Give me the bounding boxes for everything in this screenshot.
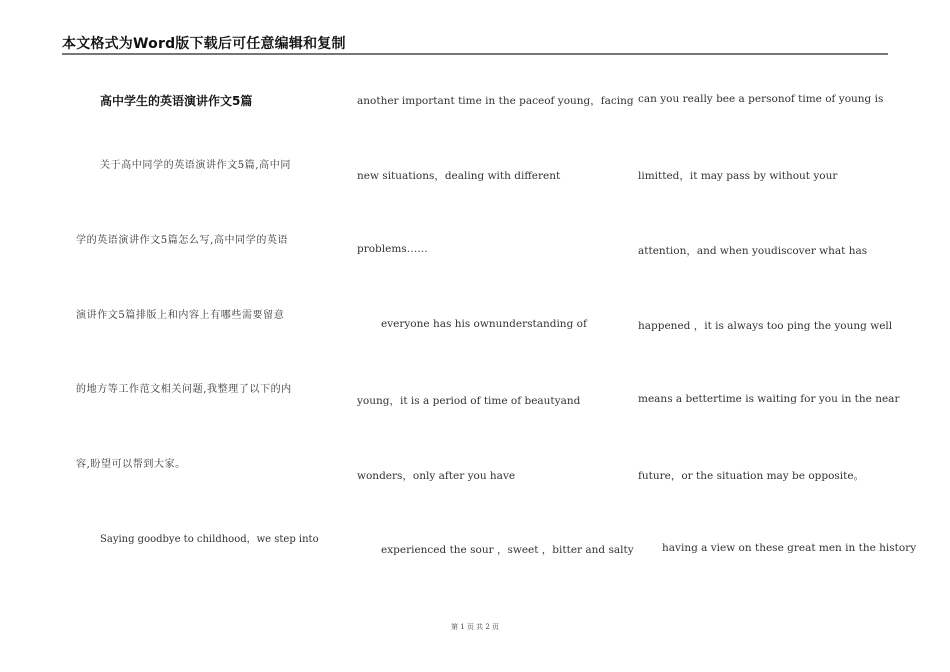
paragraph-line: 学的英语演讲作文5篇怎么写,高中同学的英语 (76, 235, 289, 246)
document-title: 高中学生的英语演讲作文5篇 (100, 94, 253, 108)
paragraph-line: experienced the sour ，sweet ，bitter and salty (381, 544, 634, 556)
paragraph-line: future，or the situation may be opposite。 (638, 470, 865, 482)
header-title: 本文格式为Word版下载后可任意编辑和复制 (62, 36, 346, 52)
paragraph-line: 容,盼望可以帮到大家。 (76, 459, 186, 470)
paragraph-line: everyone has his ownunderstanding of (381, 318, 587, 330)
paragraph-line: having a view on these great men in the history (662, 542, 917, 554)
paragraph-line: Saying goodbye to childhood，we step into (100, 534, 319, 545)
paragraph-line: means a bettertime is waiting for you in the near (638, 393, 900, 405)
paragraph-line: young，it is a period of time of beautyand (357, 395, 581, 407)
paragraph-line: another important time in the paceof young，facing (357, 95, 634, 107)
paragraph-line: limitted，it may pass by without your (638, 170, 838, 182)
page-number: 第 1 页 共 2 页 (450, 623, 500, 631)
paragraph-line: attention，and when youdiscover what has (638, 245, 868, 257)
page-footer (0, 622, 950, 632)
paragraph-line: new situations，dealing with different (357, 170, 561, 182)
paragraph-line: problems…… (357, 243, 428, 255)
paragraph-line: wonders，only after you have (357, 470, 516, 482)
paragraph-line: 关于高中同学的英语演讲作文5篇,高中同 (100, 160, 291, 171)
paragraph-line: happened ，it is always too ping the young well (638, 320, 893, 332)
paragraph-line: 演讲作文5篇排版上和内容上有哪些需要留意 (76, 310, 285, 321)
paragraph-line: can you really bee a personof time of young is (638, 93, 884, 105)
paragraph-line: 的地方等工作范文相关问题,我整理了以下的内 (76, 384, 292, 395)
